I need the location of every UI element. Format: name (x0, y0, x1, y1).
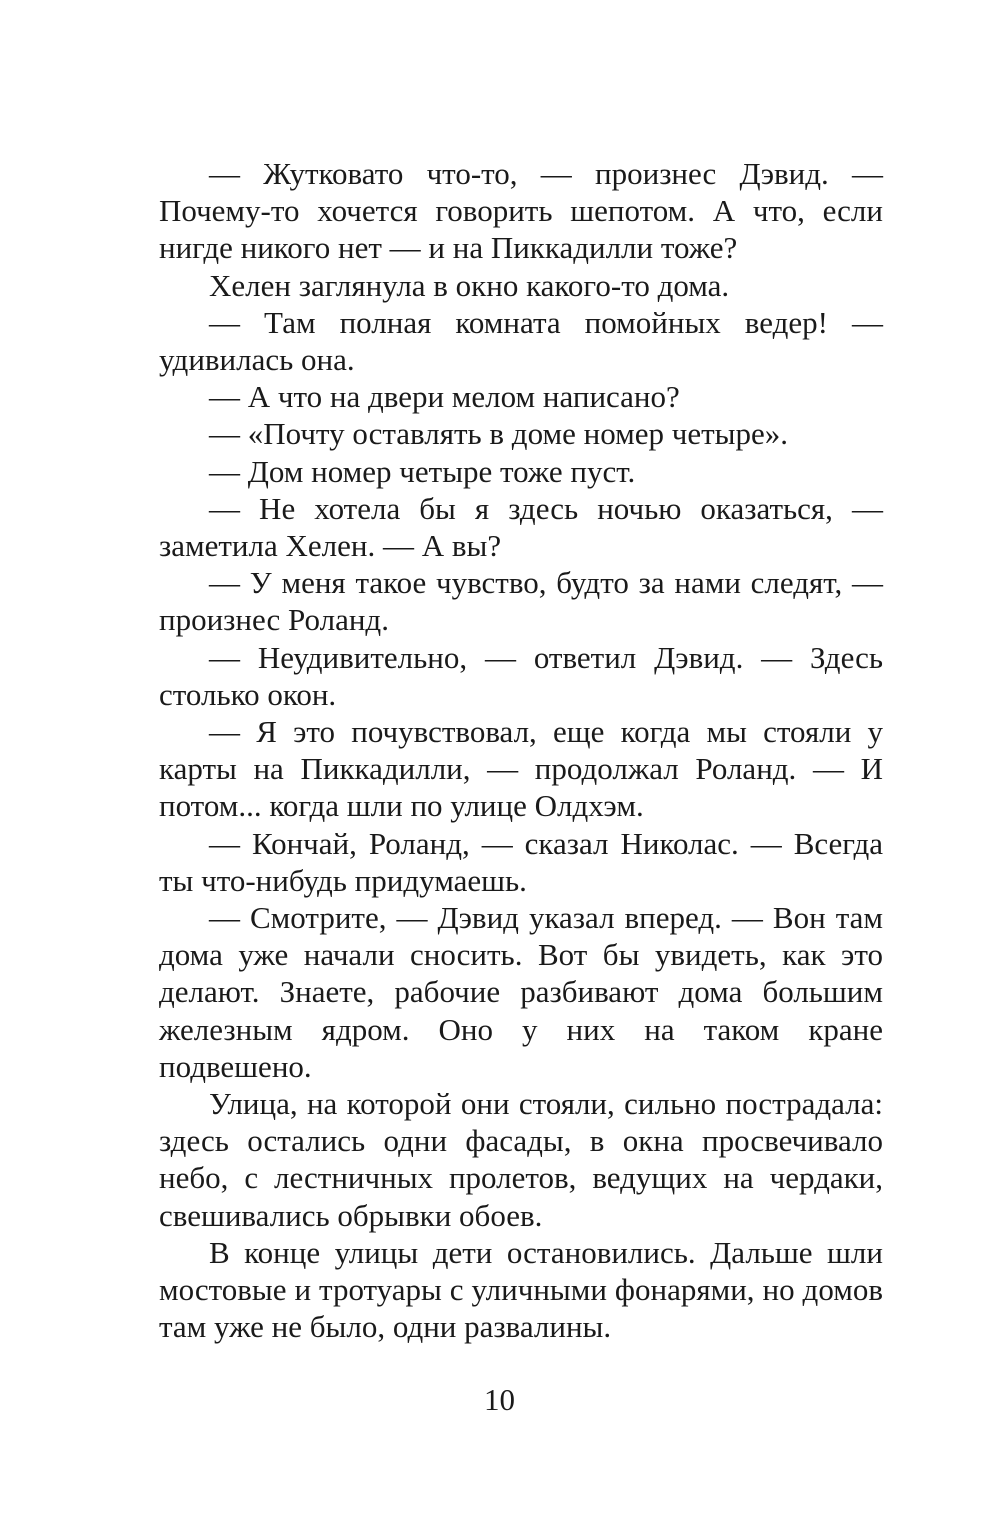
paragraph: — Я это почувствовал, еще когда мы стояли у карты на Пиккадилли, — продолжал Роланд. — И потом... когда шли по улице Олдхэм. (159, 714, 883, 824)
paragraph: Хелен заглянула в окно какого-то дома. (209, 267, 730, 303)
body-text (159, 155, 883, 1346)
paragraph: — Жутковато что-то, — произнес Дэвид. — Почему-то хочется говорить шепотом. А что, если нигде никого нет — и на Пиккадилли тоже? (159, 156, 883, 266)
paragraph: — Кончай, Роланд, — сказал Николас. — Всегда ты что-нибудь придумаешь. (159, 825, 883, 898)
paragraph: В конце улицы дети остановились. Дальше шли мостовые и тротуары с уличными фонарями, но домов там уже не было, одни развалины. (159, 1234, 883, 1345)
paragraph: — Смотрите, — Дэвид указал вперед. — Вон там дома уже начали сносить. Вот бы увидеть, как это делают. Знаете, рабочие разбивают дома большим железным ядром. Оно у них на таком кране подвешено. (159, 900, 883, 1084)
paragraph: — Дом номер четыре тоже пуст. (209, 453, 636, 489)
paragraph: — Там полная комната помойных ведер! — удивилась она. (159, 304, 883, 378)
paragraph: Улица, на которой они стояли, сильно пострадала: здесь остались одни фасады, в окна просвечивало небо, с лестничных пролетов, ведущих на чердаки, свешивались обрывки обоев. (159, 1086, 883, 1233)
paragraph: — У меня такое чувство, будто за нами следят, — произнес Роланд. (159, 565, 883, 638)
paragraph: — Не хотела бы я здесь ночью оказаться, — заметила Хелен. — А вы? (159, 490, 883, 564)
paragraph: — Неудивительно, — ответил Дэвид. — Здесь столько окон. (159, 639, 883, 712)
paragraph: — А что на двери мелом написано? (209, 379, 680, 415)
paragraph: — «Почту оставлять в доме номер четыре». (209, 416, 788, 452)
page-number: 10 (484, 1382, 515, 1417)
